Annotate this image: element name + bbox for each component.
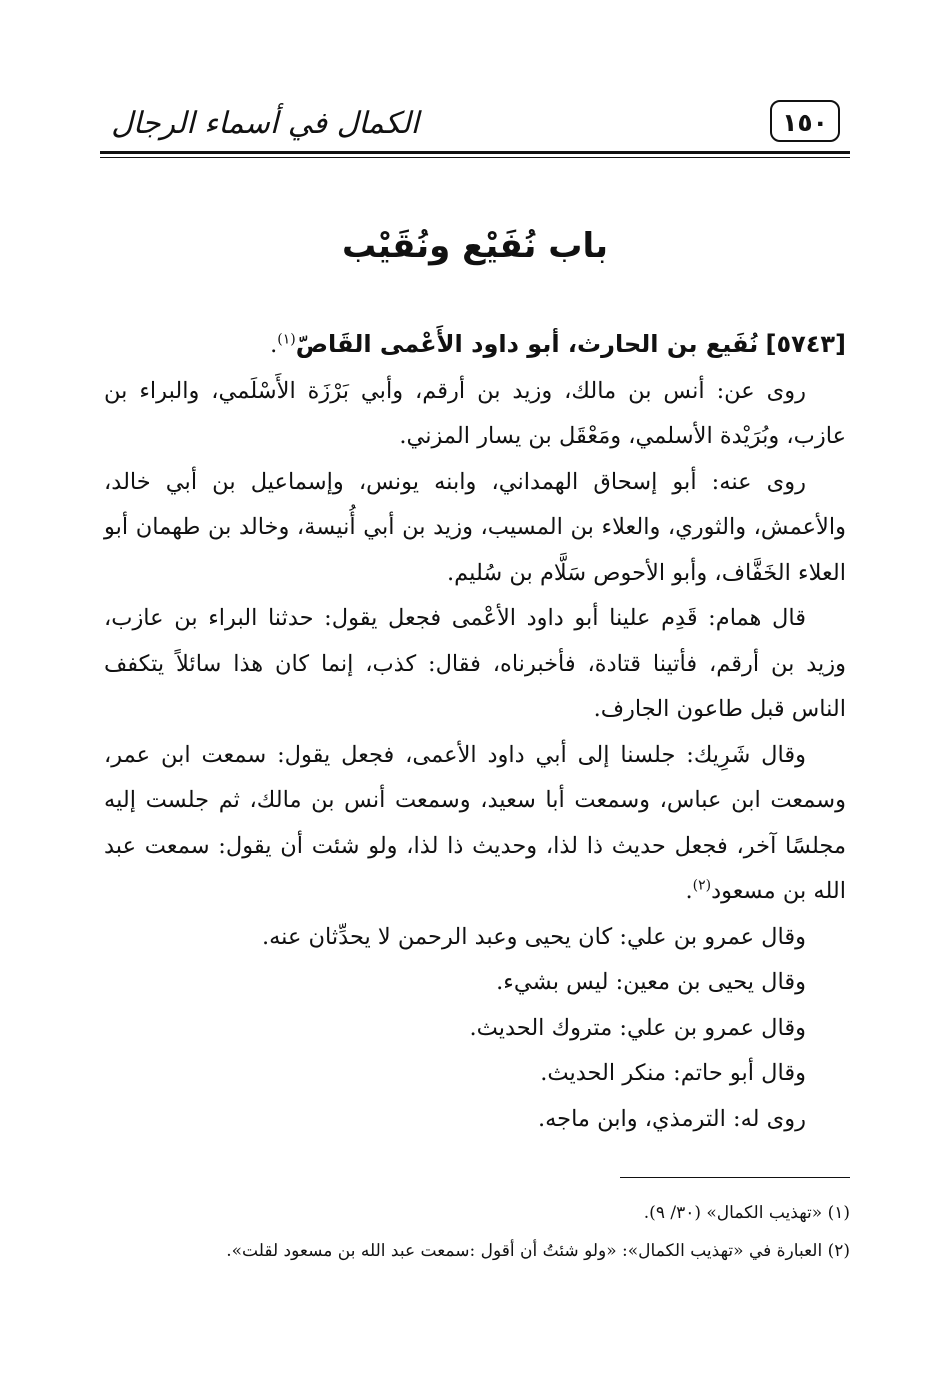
paragraph-yahya: وقال يحيى بن معين: ليس بشيء. bbox=[496, 969, 806, 995]
footnote-marker: (٢) bbox=[692, 877, 712, 894]
running-header-title: الكمال في أسماء الرجال bbox=[111, 106, 419, 141]
paragraph-rawa-lahu: روى له: الترمذي، وابن ماجه. bbox=[537, 1105, 806, 1132]
entry-heading-text: نُفَيع بن الحارث، أبو داود الأَعْمى القَاصّ bbox=[295, 330, 759, 358]
paragraph-rawa-anhu: روى عنه: أبو إسحاق الهمداني، وابنه يونس، وإسماعيل بن أبي خالد، والأعمش، والثوري، والعلاء بن المسيب، وزيد بن أبي أُنيسة، وخالد بن طهمان أبو العلاء الخَفَّاف، وأبو الأحوص سَلَّام بن سُليم. bbox=[104, 468, 846, 586]
paragraph-sharik-end: . bbox=[685, 878, 693, 904]
footnotes bbox=[104, 1194, 850, 1270]
paragraph-amr-2: وقال عمرو بن علي: متروك الحديث. bbox=[469, 1014, 806, 1041]
entry-heading bbox=[104, 322, 846, 369]
paragraph-amr-1: وقال عمرو بن علي: كان يحيى وعبد الرحمن لا يحدِّثان عنه. bbox=[261, 923, 806, 950]
footnote-2: (٢) العبارة في «تهذيب الكمال»: «ولو شئتُ أن أقول :سمعت عبد الله بن مسعود لقلت». bbox=[226, 1241, 850, 1261]
entry-heading-end: . bbox=[270, 332, 278, 358]
footnote-separator bbox=[620, 1177, 850, 1178]
page-number: ١٥٠ bbox=[770, 100, 840, 142]
paragraph-abu-hatim: وقال أبو حاتم: منكر الحديث. bbox=[540, 1060, 806, 1086]
paragraph-hammam: قال همام: قَدِم علينا أبو داود الأعْمى فجعل يقول: حدثنا البراء بن عازب، وزيد بن أرقم، فأتينا قتادة، فأخبرناه، فقال: كذب، إنما كان هذا سائلاً يتكفف الناس قبل طاعون الجارف. bbox=[104, 605, 846, 722]
header-rule bbox=[100, 151, 850, 154]
paragraph-sharik-text: وقال شَرِيك: جلسنا إلى أبي داود الأعمى، فجعل يقول: سمعت ابن عمر، وسمعت ابن عباس، وسمعت أبا سعيد، وسمعت أنس بن مالك، ثم جلست إليه مجلسًا آخر، فجعل حديث ذا لذا، وحديث ذا لذا، ولو شئت أن يقول: سمعت عبد الله بن مسعود bbox=[104, 741, 846, 904]
chapter-title: باب نُفَيْع ونُقَيْب bbox=[342, 226, 608, 266]
footnote-1: (١) «تهذيب الكمال» (٣٠/ ٩). bbox=[643, 1203, 850, 1223]
entry-number: [٥٧٤٣] bbox=[765, 330, 846, 358]
paragraph-sharik bbox=[104, 733, 846, 915]
footnote-marker: (١) bbox=[277, 331, 296, 348]
entry-body bbox=[104, 322, 846, 1142]
header-rule-thin bbox=[100, 157, 850, 158]
paragraph-rawa-an: روى عن: أنس بن مالك، وزيد بن أرقم، وأبي بَرْزَة الأَسْلَمي، والبراء بن عازب، وبُرَيْدة الأسلمي، ومَعْقَل بن يسار المزني. bbox=[104, 377, 846, 449]
